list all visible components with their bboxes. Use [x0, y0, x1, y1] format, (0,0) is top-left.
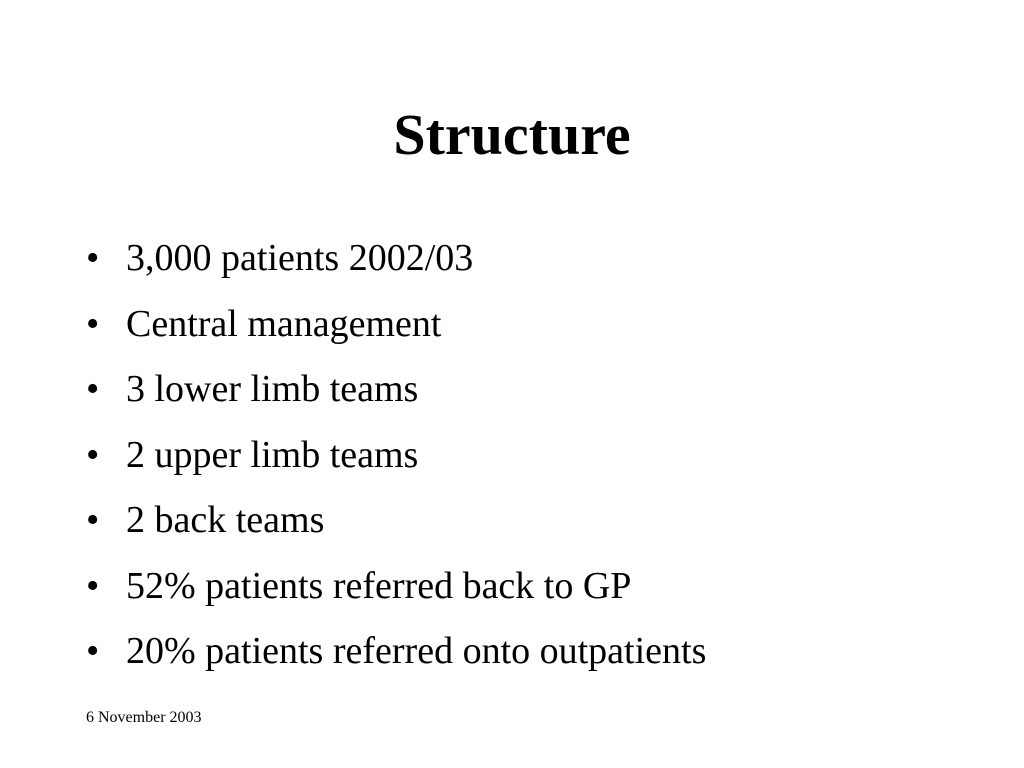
bullet-item	[86, 560, 706, 626]
bullet-item	[86, 232, 706, 298]
bullet-list	[86, 232, 706, 691]
bullet-item	[86, 625, 706, 691]
bullet-icon: •	[86, 564, 100, 607]
bullet-text: 20% patients referred onto outpatients	[126, 630, 707, 672]
bullet-item	[86, 298, 706, 364]
bullet-text: 2 upper limb teams	[126, 433, 419, 476]
slide-title: Structure	[393, 102, 631, 167]
bullet-icon: •	[86, 368, 100, 410]
bullet-icon: •	[86, 630, 100, 672]
footer-date: 6 November 2003	[86, 709, 202, 726]
bullet-text: 3 lower limb teams	[126, 368, 419, 410]
bullet-icon: •	[86, 433, 100, 476]
bullet-text: 2 back teams	[126, 499, 325, 541]
bullet-text: Central management	[126, 302, 442, 345]
bullet-icon: •	[86, 237, 100, 279]
bullet-text: 3,000 patients 2002/03	[126, 237, 474, 279]
bullet-item	[86, 494, 706, 560]
bullet-item	[86, 429, 706, 495]
bullet-icon: •	[86, 302, 100, 345]
bullet-icon: •	[86, 499, 100, 541]
bullet-item	[86, 363, 706, 429]
bullet-text: 52% patients referred back to GP	[126, 564, 632, 607]
